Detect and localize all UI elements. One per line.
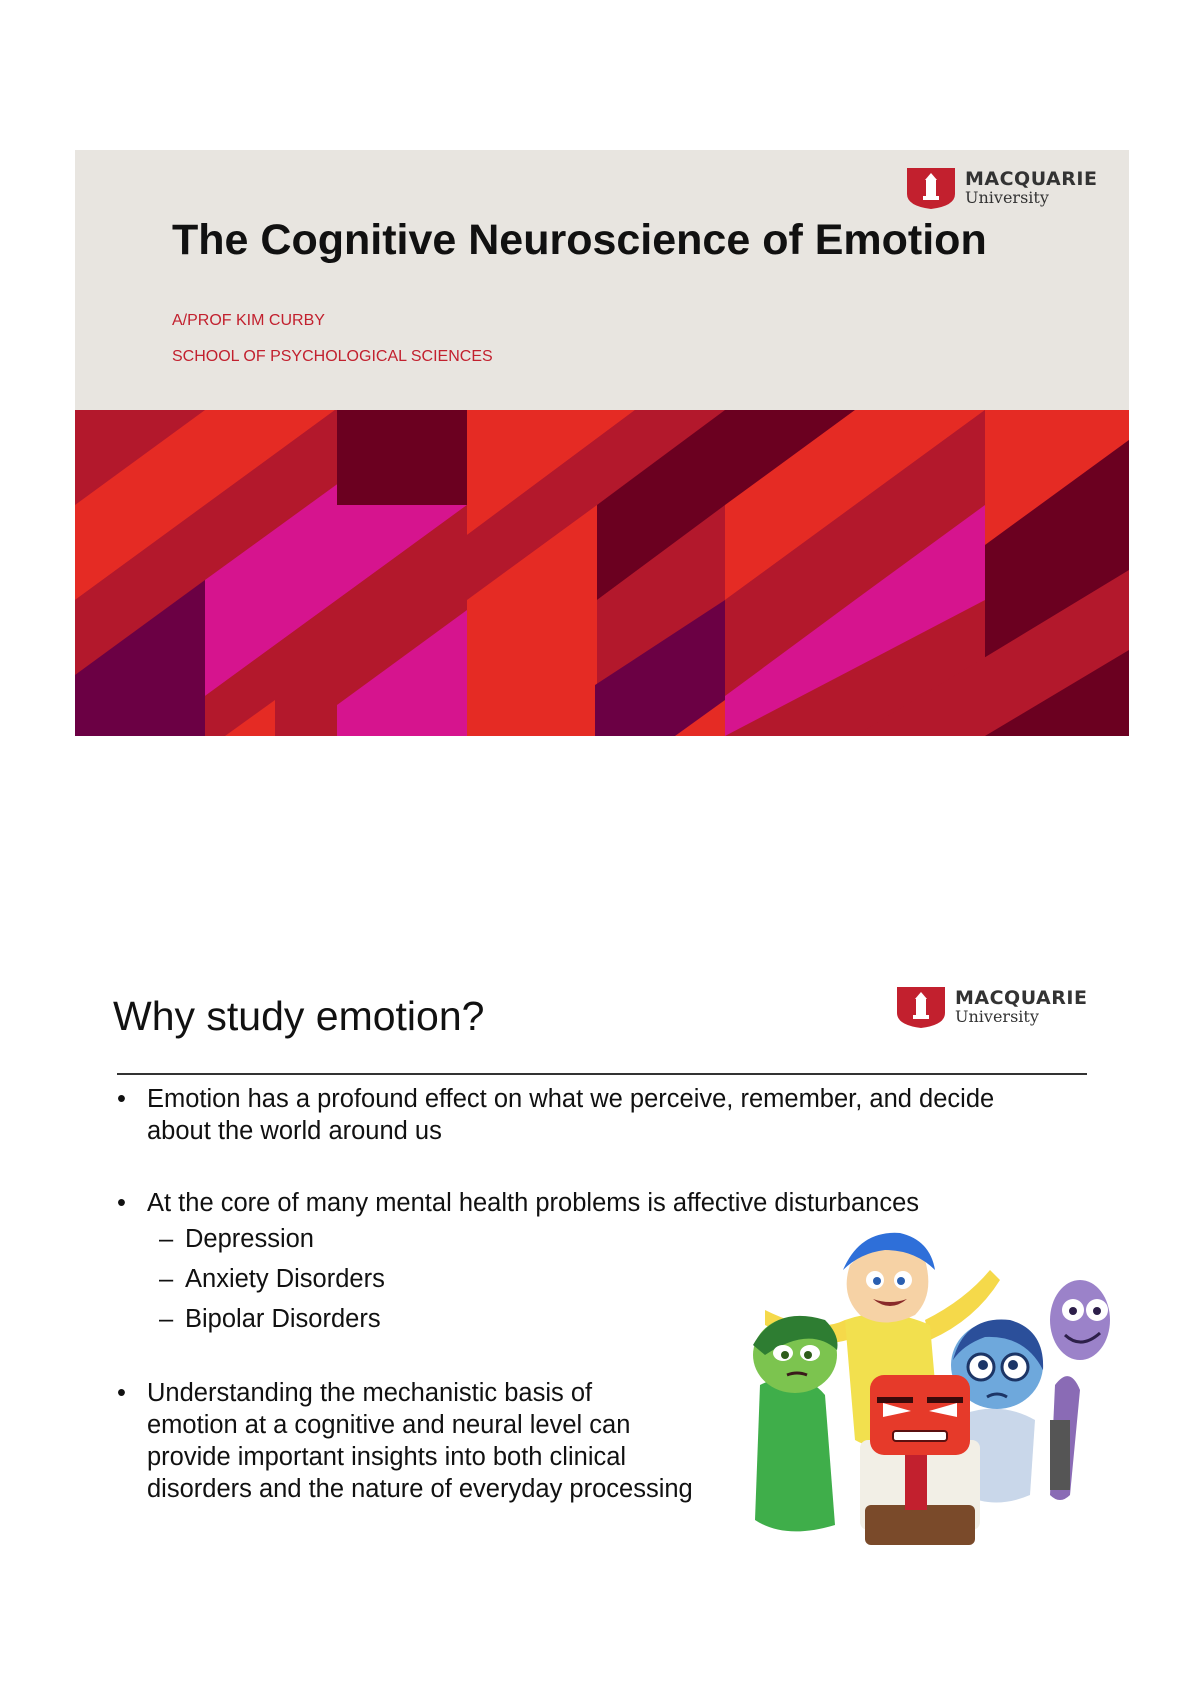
title-divider [117, 1073, 1087, 1075]
bullet-text-line: emotion at a cognitive and neural level can [147, 1411, 631, 1439]
bullet-text-line: disorders and the nature of everyday processing [147, 1475, 693, 1503]
bullet-text-line: provide important insights into both clinical [147, 1443, 627, 1471]
sub-bullet-text: Anxiety Disorders [185, 1265, 385, 1293]
dash-symbol: – [159, 1225, 174, 1253]
bullet-text: Emotion has a profound effect on what we perceive, remember, and decide about the world around us [147, 1085, 995, 1145]
macquarie-crest-icon [905, 166, 957, 210]
macquarie-logo [895, 985, 1087, 1029]
title-slide-header [75, 150, 1129, 410]
bullet-item [115, 1187, 1055, 1219]
dash-symbol: – [159, 1265, 174, 1293]
school-name: SCHOOL OF PSYCHOLOGICAL SCIENCES [172, 348, 493, 365]
sub-bullet-text: Bipolar Disorders [185, 1305, 381, 1333]
slide-title: The Cognitive Neuroscience of Emotion [172, 216, 987, 264]
logo-name: MACQUARIE [965, 168, 1098, 190]
bullet-text-line: Understanding the mechanistic basis of [147, 1379, 593, 1407]
title-slide [75, 150, 1129, 736]
bullet-symbol: • [117, 1379, 126, 1407]
content-slide [75, 955, 1129, 1555]
inside-out-characters-illustration [725, 1225, 1125, 1555]
logo-subtitle: University [955, 1007, 1039, 1026]
anger-character-icon [860, 1375, 980, 1545]
sub-bullet-text: Depression [185, 1225, 314, 1253]
disgust-character-icon [753, 1316, 838, 1532]
bullet-symbol: • [117, 1189, 126, 1217]
slide-title: Why study emotion? [113, 993, 485, 1039]
fear-character-icon [1050, 1280, 1110, 1500]
macquarie-logo [905, 166, 1097, 210]
dash-symbol: – [159, 1305, 174, 1333]
bullet-item [115, 1083, 1027, 1147]
logo-subtitle: University [965, 188, 1049, 207]
bullet-symbol: • [117, 1085, 126, 1113]
logo-name: MACQUARIE [955, 987, 1088, 1009]
bullet-text: At the core of many mental health problems is affective disturbances [147, 1189, 920, 1217]
author-name: A/PROF KIM CURBY [172, 312, 325, 329]
geometric-pattern [75, 410, 1129, 736]
macquarie-crest-icon [895, 985, 947, 1029]
